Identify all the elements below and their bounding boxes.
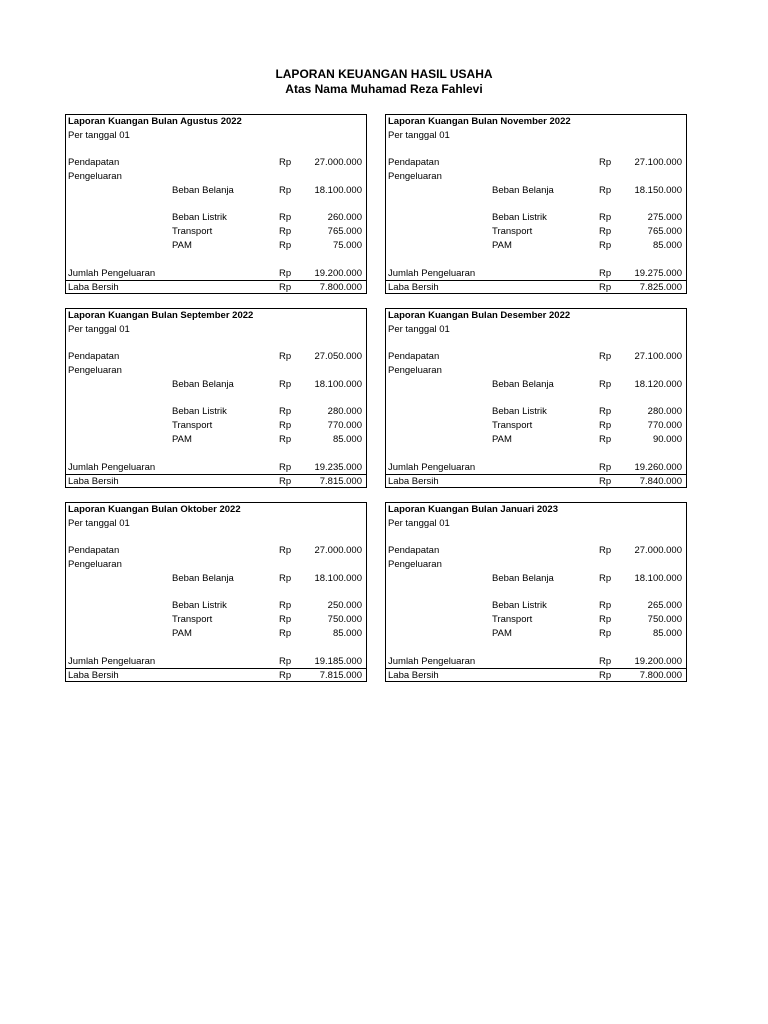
- amount-value: 265.000: [647, 600, 682, 611]
- currency-label: Rp: [599, 212, 612, 223]
- amount-value: 7.800.000: [639, 670, 682, 681]
- report-date: [66, 323, 366, 337]
- report-heading: [66, 115, 366, 129]
- currency-label: Rp: [279, 614, 292, 625]
- currency-label: Rp: [279, 282, 292, 293]
- document-subtitle: Atas Nama Muhamad Reza Fahlevi: [285, 82, 483, 96]
- row-transport: [386, 419, 686, 433]
- row-label: Laba Bersih: [68, 282, 119, 293]
- row-sublabel: Beban Listrik: [172, 212, 227, 223]
- row-sublabel: PAM: [172, 434, 192, 445]
- row-label: Jumlah Pengeluaran: [388, 268, 476, 279]
- currency-label: Rp: [599, 476, 612, 487]
- report-date: [66, 129, 366, 143]
- report-date: [66, 517, 366, 531]
- row-label: Per tanggal 01: [388, 518, 450, 529]
- row-label: Jumlah Pengeluaran: [68, 462, 156, 473]
- row-laba-bersih: [386, 475, 686, 489]
- amount-value: 7.825.000: [639, 282, 682, 293]
- divider-line: [386, 474, 686, 475]
- currency-label: Rp: [279, 476, 292, 487]
- report-title: Laporan Kuangan Bulan Agustus 2022: [68, 116, 242, 127]
- currency-label: Rp: [279, 462, 292, 473]
- currency-label: Rp: [279, 185, 292, 196]
- amount-value: 765.000: [327, 226, 362, 237]
- currency-label: Rp: [279, 226, 292, 237]
- amount-value: 280.000: [327, 406, 362, 417]
- row-label: Pengeluaran: [68, 559, 122, 570]
- amount-value: 7.815.000: [319, 476, 362, 487]
- row-pengeluaran: [386, 170, 686, 184]
- divider-line: [386, 668, 686, 669]
- row-pam: [386, 239, 686, 253]
- amount-value: 19.200.000: [634, 656, 682, 667]
- currency-label: Rp: [599, 157, 612, 168]
- row-label: Jumlah Pengeluaran: [68, 268, 156, 279]
- amount-value: 18.100.000: [634, 573, 682, 584]
- row-label: Laba Bersih: [388, 476, 439, 487]
- row-label: Pendapatan: [388, 351, 440, 362]
- report-date: [386, 517, 686, 531]
- amount-value: 7.815.000: [319, 670, 362, 681]
- row-pendapatan: [386, 156, 686, 170]
- currency-label: Rp: [279, 545, 292, 556]
- row-sublabel: Transport: [172, 226, 213, 237]
- row-sublabel: PAM: [492, 628, 512, 639]
- row-sublabel: Beban Belanja: [172, 573, 234, 584]
- row-beban-listrik: [386, 211, 686, 225]
- row-label: Jumlah Pengeluaran: [388, 462, 476, 473]
- row-beban-listrik: [66, 211, 366, 225]
- currency-label: Rp: [599, 420, 612, 431]
- row-beban-belanja: [386, 378, 686, 392]
- row-sublabel: Beban Belanja: [492, 379, 554, 390]
- row-label: Per tanggal 01: [68, 518, 130, 529]
- row-jumlah-pengeluaran: [386, 461, 686, 475]
- row-sublabel: Beban Listrik: [492, 212, 547, 223]
- amount-value: 27.100.000: [634, 157, 682, 168]
- row-beban-listrik: [66, 405, 366, 419]
- amount-value: 18.100.000: [314, 379, 362, 390]
- amount-value: 250.000: [327, 600, 362, 611]
- currency-label: Rp: [599, 240, 612, 251]
- row-sublabel: Beban Belanja: [492, 185, 554, 196]
- amount-value: 19.260.000: [634, 462, 682, 473]
- row-pendapatan: [66, 156, 366, 170]
- amount-value: 18.120.000: [634, 379, 682, 390]
- currency-label: Rp: [279, 406, 292, 417]
- currency-label: Rp: [279, 157, 292, 168]
- row-transport: [386, 225, 686, 239]
- row-pengeluaran: [386, 558, 686, 572]
- row-laba-bersih: [66, 669, 366, 683]
- amount-value: 19.235.000: [314, 462, 362, 473]
- row-label: Laba Bersih: [68, 476, 119, 487]
- row-sublabel: Beban Listrik: [492, 406, 547, 417]
- row-jumlah-pengeluaran: [66, 655, 366, 669]
- currency-label: Rp: [599, 268, 612, 279]
- amount-value: 18.100.000: [314, 573, 362, 584]
- row-laba-bersih: [386, 669, 686, 683]
- row-label: Laba Bersih: [388, 282, 439, 293]
- row-laba-bersih: [66, 475, 366, 489]
- divider-line: [66, 474, 366, 475]
- currency-label: Rp: [599, 434, 612, 445]
- row-pengeluaran: [66, 364, 366, 378]
- row-beban-listrik: [386, 405, 686, 419]
- currency-label: Rp: [599, 462, 612, 473]
- row-pendapatan: [386, 544, 686, 558]
- row-sublabel: Transport: [172, 420, 213, 431]
- divider-line: [386, 280, 686, 281]
- row-jumlah-pengeluaran: [66, 267, 366, 281]
- report-title: Laporan Kuangan Bulan Oktober 2022: [68, 504, 241, 515]
- currency-label: Rp: [599, 670, 612, 681]
- report-title: Laporan Kuangan Bulan Januari 2023: [388, 504, 558, 515]
- amount-value: 19.275.000: [634, 268, 682, 279]
- row-transport: [66, 225, 366, 239]
- row-sublabel: Beban Listrik: [172, 600, 227, 611]
- amount-value: 260.000: [327, 212, 362, 223]
- row-label: Laba Bersih: [388, 670, 439, 681]
- row-pendapatan: [66, 350, 366, 364]
- amount-value: 18.100.000: [314, 185, 362, 196]
- amount-value: 85.000: [332, 628, 362, 639]
- currency-label: Rp: [279, 240, 292, 251]
- amount-value: 750.000: [647, 614, 682, 625]
- report-card: [65, 114, 367, 294]
- report-card: [65, 308, 367, 488]
- report-title: Laporan Kuangan Bulan Desember 2022: [388, 310, 571, 321]
- amount-value: 770.000: [647, 420, 682, 431]
- row-pam: [386, 433, 686, 447]
- report-heading: [66, 503, 366, 517]
- currency-label: Rp: [599, 379, 612, 390]
- amount-value: 275.000: [647, 212, 682, 223]
- row-sublabel: PAM: [492, 240, 512, 251]
- report-heading: [66, 309, 366, 323]
- document-header: [0, 67, 768, 97]
- row-sublabel: Beban Belanja: [172, 379, 234, 390]
- document-title: LAPORAN KEUANGAN HASIL USAHA: [275, 67, 493, 81]
- row-sublabel: Transport: [492, 614, 533, 625]
- amount-value: 765.000: [647, 226, 682, 237]
- amount-value: 85.000: [652, 628, 682, 639]
- amount-value: 90.000: [652, 434, 682, 445]
- row-jumlah-pengeluaran: [386, 655, 686, 669]
- row-pam: [66, 627, 366, 641]
- row-label: Pendapatan: [388, 157, 440, 168]
- row-label: Pendapatan: [388, 545, 440, 556]
- currency-label: Rp: [599, 185, 612, 196]
- row-pam: [66, 239, 366, 253]
- divider-line: [66, 668, 366, 669]
- currency-label: Rp: [599, 351, 612, 362]
- amount-value: 27.100.000: [634, 351, 682, 362]
- row-label: Pendapatan: [68, 157, 120, 168]
- row-label: Laba Bersih: [68, 670, 119, 681]
- currency-label: Rp: [599, 406, 612, 417]
- row-label: Jumlah Pengeluaran: [388, 656, 476, 667]
- row-label: Pendapatan: [68, 351, 120, 362]
- report-card: [385, 308, 687, 488]
- row-sublabel: Transport: [172, 614, 213, 625]
- amount-value: 7.800.000: [319, 282, 362, 293]
- currency-label: Rp: [599, 573, 612, 584]
- currency-label: Rp: [599, 226, 612, 237]
- currency-label: Rp: [279, 628, 292, 639]
- report-heading: [386, 115, 686, 129]
- row-jumlah-pengeluaran: [386, 267, 686, 281]
- row-label: Per tanggal 01: [388, 130, 450, 141]
- row-label: Pendapatan: [68, 545, 120, 556]
- currency-label: Rp: [279, 212, 292, 223]
- row-sublabel: Beban Listrik: [492, 600, 547, 611]
- row-label: Jumlah Pengeluaran: [68, 656, 156, 667]
- row-pam: [386, 627, 686, 641]
- currency-label: Rp: [599, 628, 612, 639]
- amount-value: 770.000: [327, 420, 362, 431]
- row-laba-bersih: [386, 281, 686, 295]
- report-card: [65, 502, 367, 682]
- currency-label: Rp: [279, 434, 292, 445]
- currency-label: Rp: [599, 600, 612, 611]
- row-beban-belanja: [66, 378, 366, 392]
- row-label: Pengeluaran: [68, 365, 122, 376]
- report-title: Laporan Kuangan Bulan September 2022: [68, 310, 254, 321]
- row-label: Per tanggal 01: [388, 324, 450, 335]
- row-sublabel: PAM: [492, 434, 512, 445]
- currency-label: Rp: [279, 351, 292, 362]
- amount-value: 19.200.000: [314, 268, 362, 279]
- currency-label: Rp: [279, 670, 292, 681]
- row-sublabel: Beban Belanja: [172, 185, 234, 196]
- row-beban-belanja: [386, 184, 686, 198]
- row-label: Pengeluaran: [388, 365, 442, 376]
- amount-value: 18.150.000: [634, 185, 682, 196]
- report-date: [386, 129, 686, 143]
- row-laba-bersih: [66, 281, 366, 295]
- currency-label: Rp: [599, 545, 612, 556]
- currency-label: Rp: [279, 600, 292, 611]
- row-pendapatan: [66, 544, 366, 558]
- row-label: Per tanggal 01: [68, 130, 130, 141]
- report-card: [385, 502, 687, 682]
- row-transport: [66, 419, 366, 433]
- row-sublabel: Transport: [492, 226, 533, 237]
- row-transport: [66, 613, 366, 627]
- row-beban-listrik: [386, 599, 686, 613]
- currency-label: Rp: [279, 656, 292, 667]
- report-heading: [386, 309, 686, 323]
- amount-value: 27.000.000: [634, 545, 682, 556]
- row-pendapatan: [386, 350, 686, 364]
- row-label: Pengeluaran: [68, 171, 122, 182]
- amount-value: 7.840.000: [639, 476, 682, 487]
- row-sublabel: PAM: [172, 240, 192, 251]
- row-pengeluaran: [386, 364, 686, 378]
- amount-value: 85.000: [652, 240, 682, 251]
- row-label: Per tanggal 01: [68, 324, 130, 335]
- amount-value: 280.000: [647, 406, 682, 417]
- row-pengeluaran: [66, 170, 366, 184]
- amount-value: 85.000: [332, 434, 362, 445]
- row-transport: [386, 613, 686, 627]
- currency-label: Rp: [599, 282, 612, 293]
- row-beban-listrik: [66, 599, 366, 613]
- currency-label: Rp: [279, 379, 292, 390]
- row-label: Pengeluaran: [388, 559, 442, 570]
- currency-label: Rp: [279, 420, 292, 431]
- row-pam: [66, 433, 366, 447]
- row-sublabel: Beban Belanja: [492, 573, 554, 584]
- amount-value: 75.000: [332, 240, 362, 251]
- row-sublabel: PAM: [172, 628, 192, 639]
- report-heading: [386, 503, 686, 517]
- amount-value: 27.000.000: [314, 545, 362, 556]
- row-jumlah-pengeluaran: [66, 461, 366, 475]
- row-beban-belanja: [386, 572, 686, 586]
- row-pengeluaran: [66, 558, 366, 572]
- row-sublabel: Transport: [492, 420, 533, 431]
- currency-label: Rp: [279, 268, 292, 279]
- amount-value: 750.000: [327, 614, 362, 625]
- currency-label: Rp: [599, 656, 612, 667]
- report-title: Laporan Kuangan Bulan November 2022: [388, 116, 571, 127]
- report-card: [385, 114, 687, 294]
- currency-label: Rp: [279, 573, 292, 584]
- row-sublabel: Beban Listrik: [172, 406, 227, 417]
- currency-label: Rp: [599, 614, 612, 625]
- row-beban-belanja: [66, 572, 366, 586]
- amount-value: 19.185.000: [314, 656, 362, 667]
- row-label: Pengeluaran: [388, 171, 442, 182]
- amount-value: 27.050.000: [314, 351, 362, 362]
- row-beban-belanja: [66, 184, 366, 198]
- amount-value: 27.000.000: [314, 157, 362, 168]
- divider-line: [66, 280, 366, 281]
- report-date: [386, 323, 686, 337]
